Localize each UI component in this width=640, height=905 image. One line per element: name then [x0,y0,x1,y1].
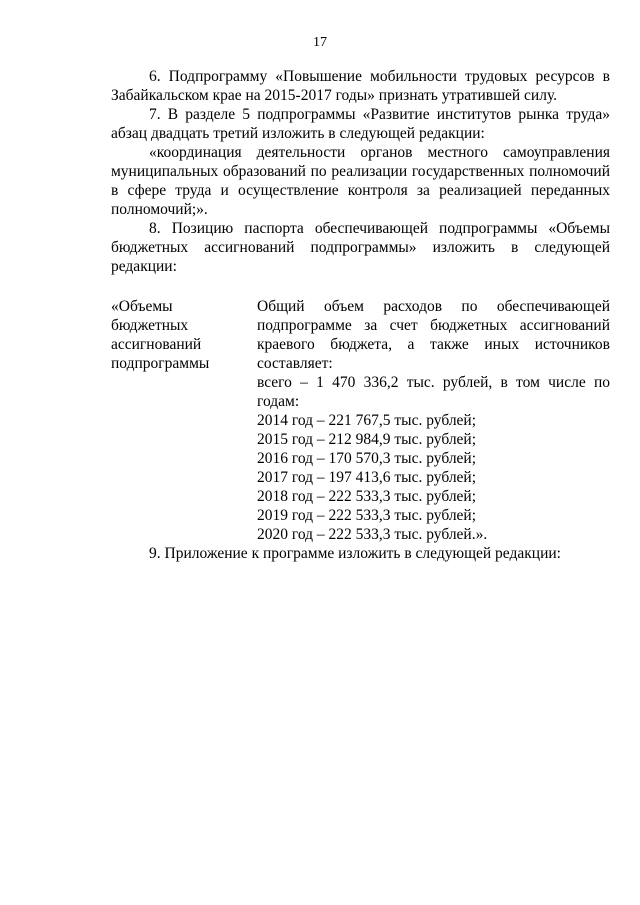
paragraph-9: 9. Приложение к программе изложить в следующей редакции: [149,545,561,562]
year-list [257,411,610,544]
paragraph-8: 8. Позицию паспорта обеспечивающей подпрограммы «Объемы бюджетных ассигнований подпрограммы» изложить в следующей редакции: [111,220,610,275]
year-item: 2020 год – 222 533,3 тыс. рублей.». [257,526,488,543]
year-item: 2016 год – 170 570,3 тыс. рублей; [257,450,477,467]
passport-total: всего – 1 470 336,2 тыс. рублей, в том числе по годам: [257,374,610,410]
passport-label-line: ассигнований [111,336,202,353]
passport-label-line: подпрограммы [111,355,210,372]
passport-label-line: «Объемы [111,298,173,315]
year-item: 2018 год – 222 533,3 тыс. рублей; [257,488,477,505]
passport-intro: Общий объем расходов по обеспечивающей подпрограмме за счет бюджетных ассигнований краевого бюджета, а также иных источников составляет: [257,298,610,372]
spacer [111,276,610,295]
paragraph-6: 6. Подпрограмму «Повышение мобильности трудовых ресурсов в Забайкальском крае на 2015-2017 годы» признать утратившей силу. [111,68,610,104]
page-number: 17 [313,35,327,50]
passport-label-line: бюджетных [111,317,189,334]
passport-position [111,297,610,544]
passport-value [257,297,610,544]
year-item: 2014 год – 221 767,5 тыс. рублей; [257,412,477,429]
year-item: 2017 год – 197 413,6 тыс. рублей; [257,469,477,486]
year-item: 2015 год – 212 984,9 тыс. рублей; [257,431,477,448]
year-item: 2019 год – 222 533,3 тыс. рублей; [257,507,477,524]
paragraph-7-quote: «координация деятельности органов местного самоуправления муниципальных образований по реализации государственных полномочий в сфере труда и осуществление контроля за реализацией переданных полномочий;». [111,144,610,218]
document-body [111,67,610,563]
passport-label [111,297,257,544]
paragraph-7: 7. В разделе 5 подпрограммы «Развитие институтов рынка труда» абзац двадцать третий изложить в следующей редакции: [111,106,610,142]
